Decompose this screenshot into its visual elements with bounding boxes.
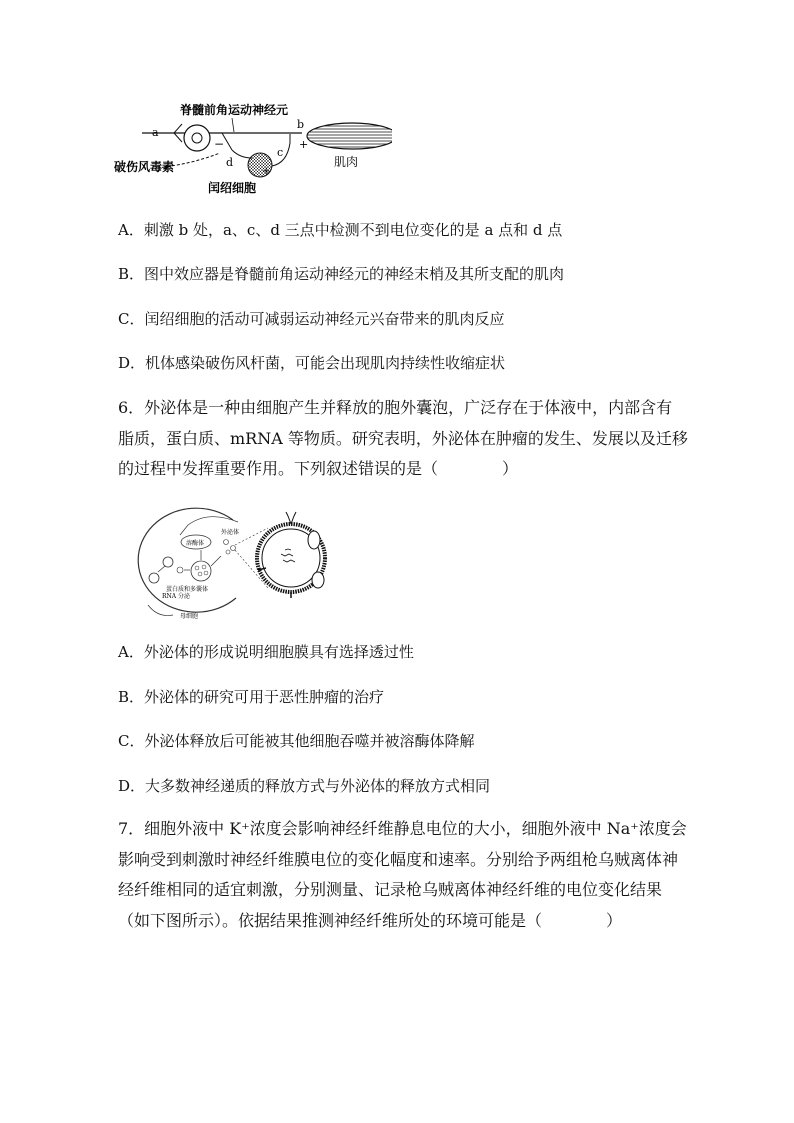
q6-option-d: D．大多数神经递质的释放方式与外泌体的释放方式相同: [118, 777, 491, 795]
protein-rna-label: 蛋白质和: [166, 586, 191, 593]
q6-stem-line-2: 脂质，蛋白质、mRNA 等物质。研究表明，外泌体在肿瘤的发生、发展以及迁移: [118, 428, 688, 448]
q5-option-d: D．机体感染破伤风杆菌，可能会出现肌肉持续性收缩症状: [118, 354, 506, 372]
plus-sign-2: +: [299, 138, 309, 151]
point-a-label: a: [152, 126, 159, 139]
muscle-label: 肌肉: [334, 155, 359, 169]
q6-stem-line-1: 6．外泌体是一种由细胞产生并释放的胞外囊泡，广泛存在于体液中，内部含有: [118, 398, 673, 417]
q7-stem-line-2: 影响受到刺激时神经纤维膜电位的变化幅度和速率。分别给予两组枪乌贼离体神: [118, 849, 679, 869]
lysosome-label: 溶酶体: [186, 540, 205, 547]
mother-cell-label: 母细胞: [180, 613, 199, 620]
q6-option-c: C．外泌体释放后可能被其他细胞吞噬并被溶酶体降解: [118, 732, 475, 750]
q7-stem-line-4: （如下图所示）。依据结果推测神经纤维所处的环境可能是（ ）: [118, 910, 623, 930]
q7-stem-line-3: 经纤维相同的适宜刺激，分别测量、记录枪乌贼离体神经纤维的电位变化结果: [118, 880, 663, 899]
q5-option-a: A．刺激 b 处，a、c、d 三点中检测不到电位变化的是 a 点和 d 点: [118, 221, 563, 239]
minus-sign-1: −: [214, 137, 225, 151]
neuron-muscle-diagram: [112, 98, 392, 198]
q6-stem-line-3: 的过程中发挥重要作用。下列叙述错误的是（ ）: [118, 459, 519, 478]
point-c-label: c: [277, 146, 284, 159]
point-b-label: b: [297, 118, 305, 131]
mvb-shape: [191, 561, 211, 581]
toxin-label: 破伤风毒素: [114, 160, 175, 174]
q6-stem: [118, 393, 688, 485]
q5-option-c: C．闰绍细胞的活动可减弱运动神经元兴奋带来的肌肉反应: [118, 310, 505, 328]
protein-rna-label-2: RNA 分泌: [162, 593, 191, 600]
neuron-label: 脊髓前角运动神经元: [180, 103, 289, 117]
q5-option-b: B．图中效应器是脊髓前角运动神经元的神经末梢及其所支配的肌肉: [118, 265, 565, 283]
exosome-enlarged: [257, 512, 325, 598]
exosome-diagram: [118, 500, 348, 625]
mvb-label: 多囊体: [190, 586, 209, 593]
interneuron-label: 闰绍细胞: [208, 181, 257, 195]
point-d-label: d: [226, 156, 234, 169]
plus-sign-1: +: [262, 166, 271, 177]
exosome-label: 外泌体: [221, 529, 240, 536]
q6-option-b: B．外泌体的研究可用于恶性肿瘤的治疗: [118, 688, 385, 706]
q7-stem-line-1: 7．细胞外液中 K⁺浓度会影响神经纤维静息电位的大小，细胞外液中 Na⁺浓度会: [118, 819, 687, 838]
q6-option-a: A．外泌体的形成说明细胞膜具有选择透过性: [118, 643, 414, 661]
q7-stem: [118, 814, 687, 936]
